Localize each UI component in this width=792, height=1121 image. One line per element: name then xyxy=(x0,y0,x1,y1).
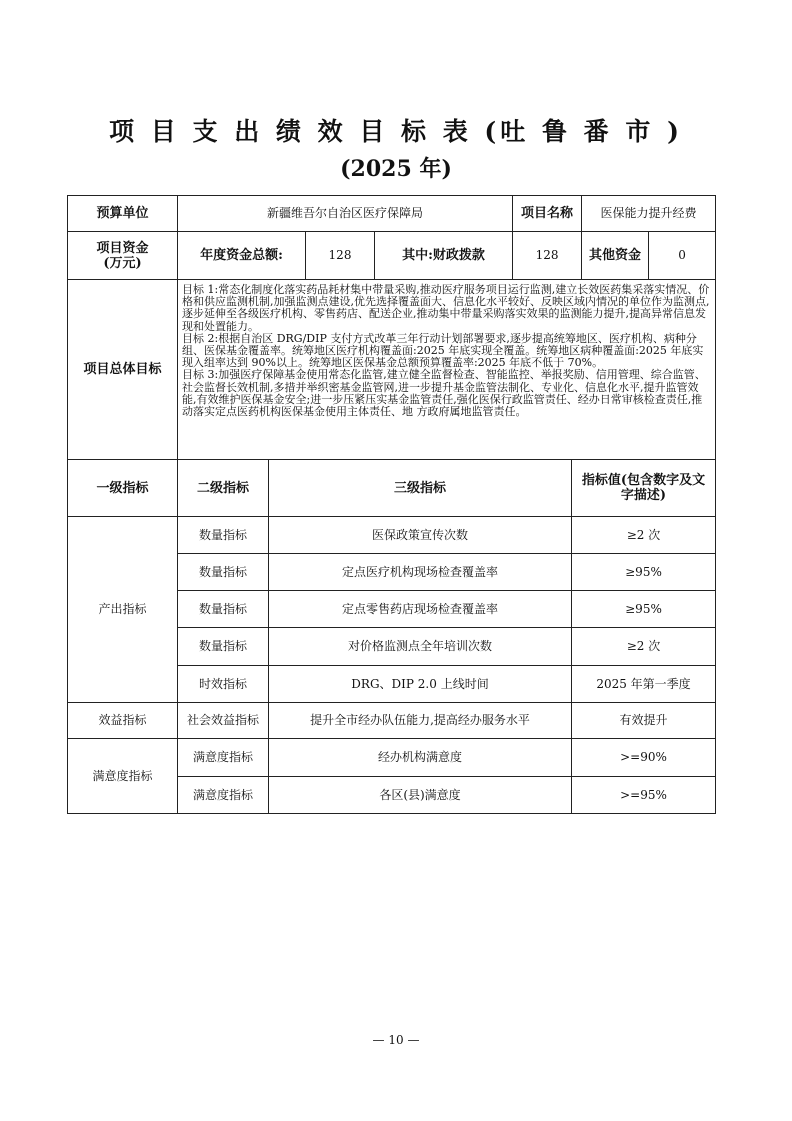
value-cell: >=95% xyxy=(572,777,716,814)
table-row xyxy=(68,739,716,777)
value-cell: ≥95% xyxy=(572,591,716,628)
header-level3: 三级指标 xyxy=(269,460,572,517)
level3-cell: 提升全市经办队伍能力,提高经办服务水平 xyxy=(269,703,572,739)
header-level1: 一级指标 xyxy=(68,460,178,517)
goal-paragraph-1: 目标 1:常态化制度化落实药品耗材集中带量采购,推动医疗服务项目运行监测,建立长效医药集采落实情况、价格和供应监测机制,加强监测点建设,优先选择覆盖面大、信息化水平较好、反映区域内情况的单位作为监测点,逐步延伸至各级医疗机构、零售药店、配送企业,推动集中带量采购落实效果的监测能力提升,提高异常信息发现和处置能力。 xyxy=(182,283,710,333)
other-funds-label: 其他资金 xyxy=(582,232,649,280)
table-row xyxy=(68,517,716,554)
table-row xyxy=(68,703,716,739)
level2-cell: 数量指标 xyxy=(178,517,269,554)
level1-benefit: 效益指标 xyxy=(68,703,178,739)
value-cell: 有效提升 xyxy=(572,703,716,739)
header-level2: 二级指标 xyxy=(178,460,269,517)
level1-satisfaction: 满意度指标 xyxy=(68,739,178,814)
level3-cell: 定点医疗机构现场检查覆盖率 xyxy=(269,554,572,591)
level3-cell: 医保政策宣传次数 xyxy=(269,517,572,554)
annual-total-value: 128 xyxy=(306,232,375,280)
level2-cell: 社会效益指标 xyxy=(178,703,269,739)
level2-cell: 数量指标 xyxy=(178,628,269,666)
other-funds-value: 0 xyxy=(649,232,716,280)
value-cell: 2025 年第一季度 xyxy=(572,666,716,703)
annual-total-label: 年度资金总额: xyxy=(178,232,306,280)
fiscal-label: 其中:财政拨款 xyxy=(375,232,513,280)
level3-cell: 各区(县)满意度 xyxy=(269,777,572,814)
budget-unit-value: 新疆维吾尔自治区医疗保障局 xyxy=(178,196,513,232)
header-value: 指标值(包含数字及文字描述) xyxy=(572,460,716,517)
page-title: 项 目 支 出 绩 效 目 标 表 (吐 鲁 番 市 ) xyxy=(109,117,683,146)
funds-label-line1: 项目资金 xyxy=(96,240,149,256)
level2-cell: 时效指标 xyxy=(178,666,269,703)
level2-cell: 满意度指标 xyxy=(178,777,269,814)
page-number: — 10 — xyxy=(372,1033,420,1047)
level2-cell: 数量指标 xyxy=(178,554,269,591)
page-subtitle: (2025 年) xyxy=(340,156,452,182)
goal-paragraph-2: 目标 2:根据自治区 DRG/DIP 支付方式改革三年行动计划部署要求,逐步提高统筹地区、医疗机构、病种分组、医保基金覆盖率。统筹地区医疗机构覆盖面:2025 年底实现全覆盖。统筹地区病种覆盖面:2025 年底实现入组率达到 90%以上。统筹地区医保基金总额预算覆盖率:2025 年底不低于 70%。 xyxy=(182,331,704,370)
value-cell: ≥95% xyxy=(572,554,716,591)
project-name-label: 项目名称 xyxy=(513,196,582,232)
indicators-table xyxy=(67,459,716,814)
funds-label-line2: (万元) xyxy=(103,255,142,271)
value-cell: ≥2 次 xyxy=(572,628,716,666)
value-cell: ≥2 次 xyxy=(572,517,716,554)
goal-paragraph-3: 目标 3:加强医疗保障基金使用常态化监管,建立健全监督检查、智能监控、举报奖励、信用管理、综合监管、社会监督长效机制,多措并举织密基金监管网,进一步提升基金监管法制化、专业化、信息化水平,提升监管效能,有效维护医保基金安全;进一步压紧压实基金监管责任,强化医保行政监管责任、经办日常审核检查责任,推动落实定点医药机构医保基金使用主体责任、地 方政府属地监管责任。 xyxy=(182,368,706,419)
fiscal-value: 128 xyxy=(513,232,582,280)
overall-goal-label: 项目总体目标 xyxy=(68,280,178,460)
level2-cell: 满意度指标 xyxy=(178,739,269,777)
level3-cell: DRG、DIP 2.0 上线时间 xyxy=(269,666,572,703)
level2-cell: 数量指标 xyxy=(178,591,269,628)
value-cell: >=90% xyxy=(572,739,716,777)
level3-cell: 定点零售药店现场检查覆盖率 xyxy=(269,591,572,628)
level1-output: 产出指标 xyxy=(68,517,178,703)
funds-label xyxy=(68,232,178,280)
budget-unit-label: 预算单位 xyxy=(68,196,178,232)
budget-info-table xyxy=(67,195,716,460)
level3-cell: 对价格监测点全年培训次数 xyxy=(269,628,572,666)
level3-cell: 经办机构满意度 xyxy=(269,739,572,777)
project-name-value: 医保能力提升经费 xyxy=(582,196,716,232)
overall-goal-text xyxy=(178,280,716,460)
